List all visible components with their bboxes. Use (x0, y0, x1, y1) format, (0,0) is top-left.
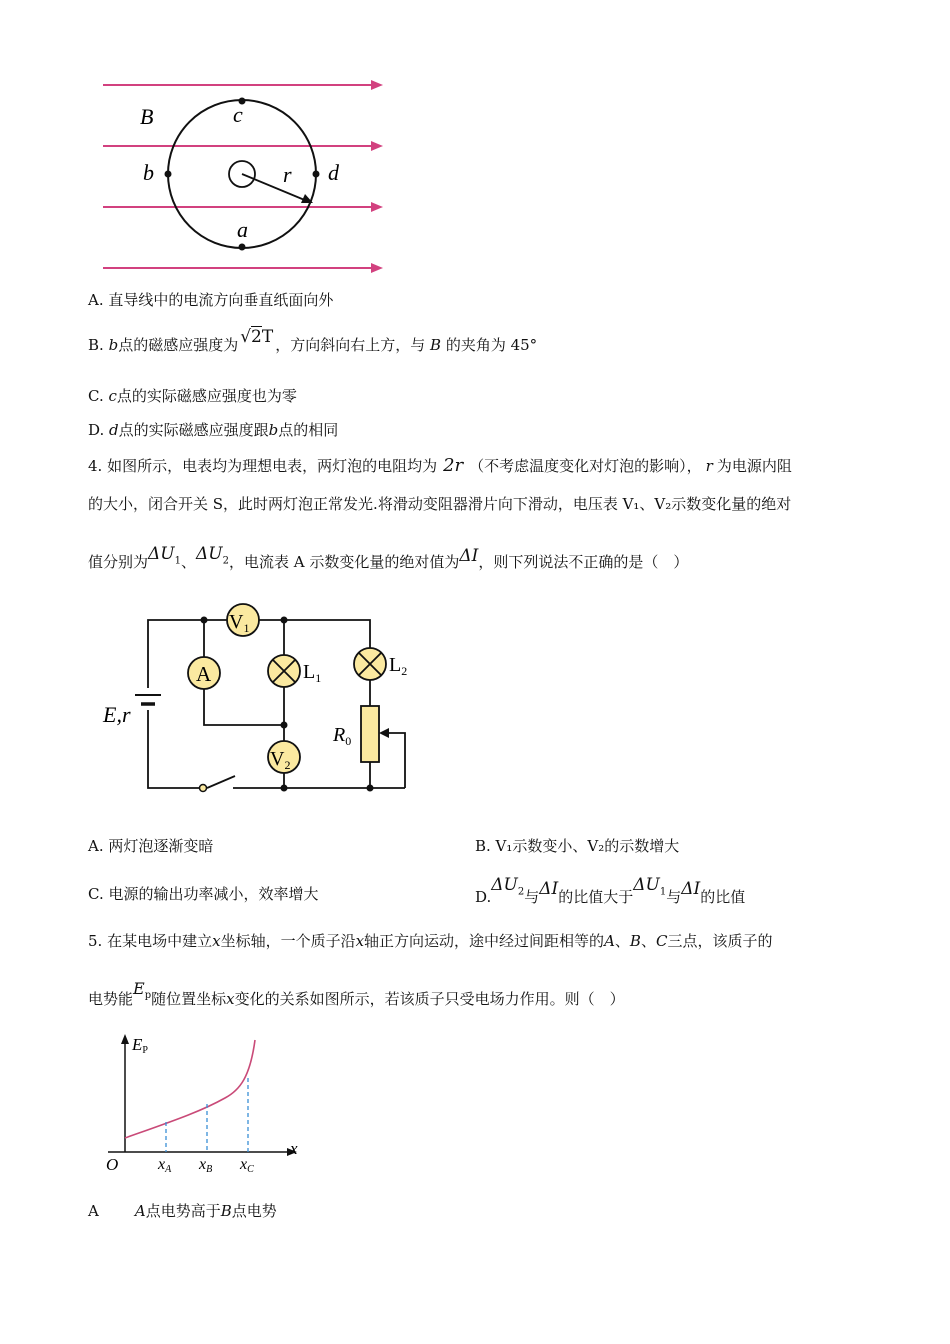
label-B: B (140, 104, 154, 129)
label-d: d (328, 160, 339, 185)
x-axis-label: x (290, 1139, 298, 1158)
wire-left-bottom (148, 710, 200, 788)
q4-option-c[interactable]: C. 电源的输出功率减小，效率增大 (88, 885, 319, 903)
q5-stem-line-1: 5. 在某电场中建立x坐标轴，一个质子沿x轴正方向运动，途中经过间距相等的A、B、C三点，该质子的 (88, 932, 773, 950)
origin-label: O (106, 1155, 119, 1174)
q5-stem-line-2: 电势能$E_p$随位置坐标x变化的关系如图所示，若该质子只受电场力作用。则（ ） (88, 979, 625, 1008)
field-arrow-4 (371, 263, 383, 273)
label-c: c (233, 102, 243, 127)
point-a-dot (239, 244, 246, 251)
junction-dot (281, 617, 288, 624)
y-axis-arrow (121, 1034, 129, 1044)
q3-option-d[interactable]: D. d点的实际磁感应强度跟b点的相同 (88, 421, 339, 439)
label-r: r (283, 162, 292, 187)
q3-option-b[interactable]: B. b点的磁感应强度为 √2T ，方向斜向右上方，与 B 的夹角为 45° (88, 330, 537, 360)
voltmeter-v1-label: $V_1$ (229, 611, 250, 635)
wire-slider (384, 733, 405, 788)
wire-ammeter-bottom (204, 688, 284, 725)
q4-stem-line-2: 的大小，闭合开关 S，此时两灯泡正常发光.将滑动变阻器滑片向下滑动，电压表 V₁、V₂示数变化量的绝对 (88, 495, 792, 513)
q5-option-a[interactable]: A A点电势高于B点电势 (88, 1202, 277, 1220)
switch-contact (200, 785, 207, 792)
xa-label: xA (158, 1156, 172, 1175)
label-a: a (237, 217, 248, 242)
circuit-diagram (95, 598, 425, 803)
junction-dot (367, 785, 374, 792)
field-arrow-1 (371, 80, 383, 90)
rheostat-label: $R_0$ (333, 724, 352, 748)
point-b-dot (165, 171, 172, 178)
label-E-r: E,r (103, 702, 131, 727)
y-axis-label: EP (132, 1035, 148, 1056)
rheostat-slider-arrow (379, 728, 389, 738)
lamp-l2-label: $L_2$ (389, 654, 408, 678)
point-d-dot (313, 171, 320, 178)
junction-dot (201, 617, 208, 624)
q4-option-d[interactable]: $D.\Delta U_2$与ΔI的比值大于$\Delta U_1$与ΔI的比值 (475, 875, 746, 906)
magnetic-field-figure (95, 70, 395, 280)
junction-dot (281, 722, 288, 729)
wire-left-top (148, 620, 370, 688)
q4-option-a[interactable]: A. 两灯泡逐渐变暗 (88, 837, 214, 855)
ammeter-label: A (196, 662, 212, 686)
xc-label: xC (240, 1156, 254, 1175)
q4-stem-line-1: 4. 如图所示，电表均为理想电表，两灯泡的电阻均为 2r （不考虑温度变化对灯泡的影响）， r 为电源内阻 (88, 455, 792, 476)
field-arrow-2 (371, 141, 383, 151)
q4-stem-line-3: 值分别为$\Delta U_1$、$\Delta U_2$，电流表 A 示数变化量的绝对值为ΔI，则下列说法不正确的是（ ） (88, 544, 689, 571)
field-arrow-3 (371, 202, 383, 212)
switch-blade (207, 776, 235, 788)
q3-option-a[interactable]: A. 直导线中的电流方向垂直纸面向外 (88, 291, 334, 309)
voltmeter-v2-label: $V_2$ (270, 748, 291, 772)
q3-option-c[interactable]: C. c点的实际磁感应强度也为零 (88, 387, 297, 405)
q4-option-b[interactable]: B. V₁示数变小、V₂的示数增大 (475, 837, 680, 855)
junction-dot (281, 785, 288, 792)
label-b: b (143, 160, 154, 185)
potential-energy-graph (100, 1032, 310, 1177)
rheostat-r0 (361, 706, 379, 762)
radius-line (242, 174, 307, 201)
lamp-l1-label: $L_1$ (303, 661, 322, 685)
sqrt-expression: √2T (240, 327, 274, 347)
xb-label: xB (199, 1156, 213, 1175)
